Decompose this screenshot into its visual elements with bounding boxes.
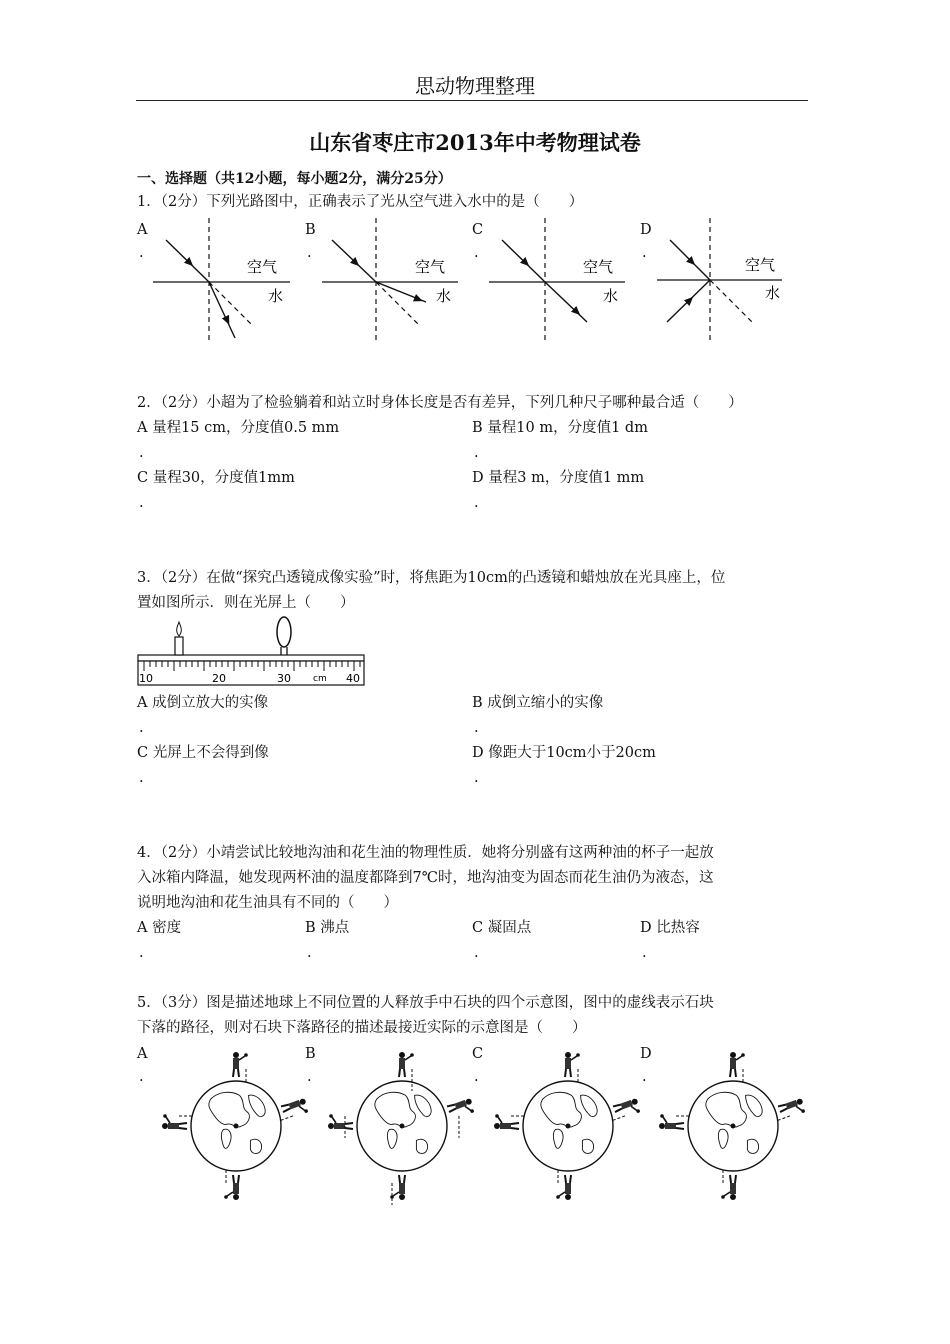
person-figure [721,1175,736,1200]
q1a-air-label: 空气 [247,258,278,276]
q1d-air-label: 空气 [745,256,776,274]
person-figure [390,1175,405,1200]
person-figure [778,1098,807,1120]
q1-option-b-dot: . [307,245,312,261]
q1-diagram-a [153,218,290,342]
q2-stem: 2．（2分）小超为了检验躺着和站立时身体长度是否有差异，下列几种尺子哪种最合适（ ） [137,395,743,411]
q3-option-d: D 像距大于10cm小于20cm [472,745,656,761]
person-figure [447,1098,476,1120]
q3-option-a-dot: . [139,720,144,736]
person-figure [659,1114,684,1129]
q1-stem: 1．（2分）下列光路图中，正确表示了光从空气进入水中的是（ ） [137,194,584,210]
q1b-air-label: 空气 [415,258,446,276]
q2-option-a-dot: . [139,445,144,461]
q5-option-c-dot: . [474,1069,479,1085]
q5-option-b-dot: . [307,1069,312,1085]
q3-option-b: B 成倒立缩小的实像 [472,695,604,711]
q4-option-d: D 比热容 [640,920,700,936]
q1b-water-label: 水 [436,287,452,305]
q3-optical-bench [136,615,368,687]
q3-stem-line2: 置如图所示．则在光屏上（ ） [137,595,355,611]
page-title: 山东省枣庄市2013年中考物理试卷 [309,130,641,155]
section-heading: 一、选择题（共12小题，每小题2分，满分25分） [137,171,452,187]
person-figure [494,1114,519,1129]
q5-diagram-b [328,1052,476,1205]
q5-option-a-dot: . [139,1069,144,1085]
q4-stem-line2: 入冰箱内降温，她发现两杯油的温度都降到7℃时，地沟油变为固态而花生油仍为液态，这 [137,870,714,886]
q3-tick-20: 20 [212,672,226,685]
q5-option-d-label: D [640,1046,652,1062]
q1c-water-label: 水 [603,287,619,305]
stone-path [280,1116,293,1121]
q5-stem-line1: 5．（3分）图是描述地球上不同位置的人释放手中石块的四个示意图，图中的虚线表示石块 [137,995,714,1011]
q1-option-a-label: A [137,222,148,238]
q4-option-a: A 密度 [137,920,182,936]
q3-option-a: A 成倒立放大的实像 [137,695,269,711]
q5-stem-line2: 下落的路径，则对石块下落路径的描述最接近实际的示意图是（ ） [137,1020,587,1036]
q2-option-a: A 量程15 cm，分度值0.5 mm [137,420,340,436]
person-figure [399,1052,414,1077]
q2-option-c-dot: . [139,495,144,511]
stone-path [612,1116,625,1121]
q1d-water-label: 水 [765,284,781,302]
q2-option-d: D 量程3 m，分度值1 mm [472,470,645,486]
q5-option-d-dot: . [642,1069,647,1085]
q5-diagram-d [659,1052,807,1200]
q2-option-b: B 量程10 m，分度值1 dm [472,420,648,436]
page-header: 思动物理整理 [415,74,535,98]
q3-stem-line1: 3．（2分）在做“探究凸透镜成像实验”时，将焦距为10cm的凸透镜和蜡烛放在光具座上，位 [137,570,726,586]
earth-center [234,1124,239,1129]
q1-option-b-label: B [305,222,316,238]
stone-path [777,1116,790,1121]
q3-tick-10: 10 [139,672,153,685]
earth-center [566,1124,571,1129]
earth-center [731,1124,736,1129]
q5-diagram-a [162,1052,310,1200]
q1-option-c-label: C [472,222,484,238]
person-figure [233,1052,248,1077]
q2-option-d-dot: . [474,495,479,511]
q3-tick-30: 30 [277,672,291,685]
person-figure [281,1098,310,1120]
q4-option-a-dot: . [139,945,144,961]
q5-option-b-label: B [305,1046,316,1062]
q1c-air-label: 空气 [583,258,614,276]
q2-option-c: C 量程30，分度值1mm [137,470,295,486]
q1-option-c-dot: . [474,245,479,261]
person-figure [613,1098,642,1120]
q1-diagram-d [657,218,782,342]
person-figure [730,1052,745,1077]
person-figure [224,1175,239,1200]
earth-center [400,1124,405,1129]
q1-diagram-c [489,218,625,342]
q1-diagrams [0,0,950,360]
q1-option-a-dot: . [139,245,144,261]
q1a-water-label: 水 [268,287,284,305]
q3-tick-40: 40 [346,672,360,685]
q3-tick-unit: cm [313,674,327,684]
person-figure [328,1114,353,1129]
q1-option-d-dot: . [642,245,647,261]
person-figure [556,1175,571,1200]
q4-option-d-dot: . [642,945,647,961]
q4-stem-line1: 4．（2分）小靖尝试比较地沟油和花生油的物理性质．她将分别盛有这两种油的杯子一起放 [137,845,714,861]
q5-option-c-label: C [472,1046,484,1062]
q4-option-b-dot: . [307,945,312,961]
q4-stem-line3: 说明地沟油和花生油具有不同的（ ） [137,895,398,911]
q3-option-b-dot: . [474,720,479,736]
q5-diagram-c [494,1052,642,1200]
q3-option-d-dot: . [474,770,479,786]
person-figure [565,1052,580,1077]
q5-earth-diagrams [0,1040,950,1220]
q1-option-d-label: D [640,222,652,238]
q3-option-c: C 光屏上不会得到像 [137,745,269,761]
q4-option-c: C 凝固点 [472,920,532,936]
q4-option-c-dot: . [474,945,479,961]
q4-option-b: B 沸点 [305,920,350,936]
person-figure [162,1114,187,1129]
q2-option-b-dot: . [474,445,479,461]
q3-option-c-dot: . [139,770,144,786]
q5-option-a-label: A [137,1046,148,1062]
q1-diagram-b [322,218,458,342]
